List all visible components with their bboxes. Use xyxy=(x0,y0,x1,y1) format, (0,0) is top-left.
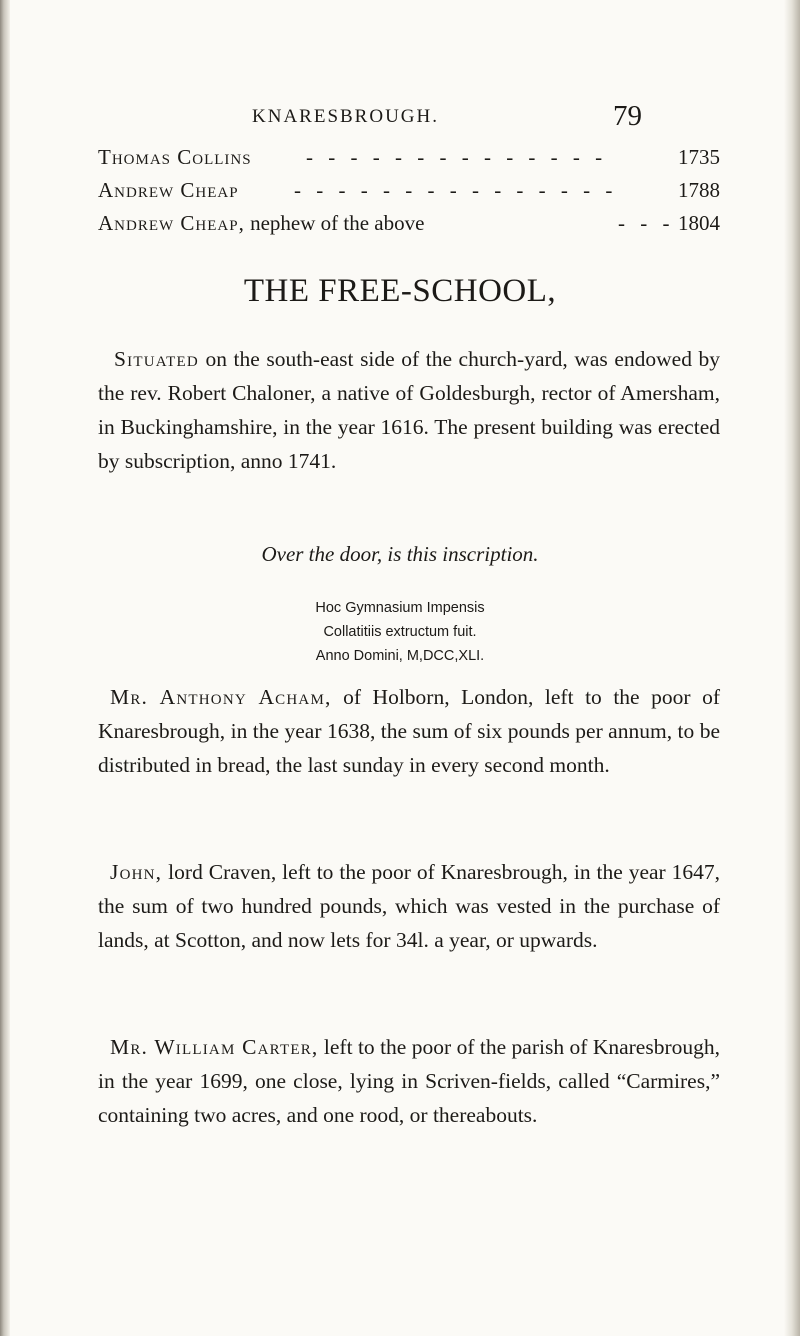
inscription-line: Anno Domini, M,DCC,XLI. xyxy=(315,648,485,664)
section-heading: THE FREE-SCHOOL, xyxy=(243,273,557,309)
roll-year: 1788 xyxy=(678,178,720,202)
paragraph-lead: Mr. William Carter, xyxy=(110,1035,319,1059)
page-gutter-shadow xyxy=(0,0,10,1336)
inscription-line: Collatitiis extructum fuit. xyxy=(323,624,477,640)
roll-entry xyxy=(98,145,720,170)
roll-entry xyxy=(98,211,720,236)
roll-year: 1804 xyxy=(678,211,720,235)
free-school-paragraph xyxy=(98,342,720,478)
roll-note: nephew of the above xyxy=(244,211,425,235)
leader-dashes: - - - - - - - - - - - - - - xyxy=(306,145,608,169)
roll-name: Andrew Cheap xyxy=(98,178,239,202)
roll-year: 1735 xyxy=(678,145,720,169)
inscription-line: Hoc Gymnasium Impensis xyxy=(315,600,485,616)
bequest-paragraph xyxy=(98,1030,720,1132)
page-number: 79 xyxy=(613,100,642,132)
running-head xyxy=(252,100,642,132)
roll-name: Andrew Cheap, xyxy=(98,211,245,235)
leader-dashes: - - - - - - - - - - - - - - - xyxy=(294,178,618,202)
bequest-paragraph xyxy=(98,855,720,957)
paragraph-text: lord Craven, left to the poor of Knaresbrough, in the year 1647, the sum of two hundred pounds, which was vested in the purchase of lands, at Scotton, and now lets for 34l. a year, or upwards. xyxy=(98,860,720,952)
inscription-intro: Over the door, is this inscription. xyxy=(261,542,539,566)
paragraph-text: of Holborn, London, left to the poor of Knaresbrough, in the year 1638, the sum of six pounds per annum, to be distributed in bread, the last sunday in every second month. xyxy=(98,685,720,777)
roll-entry xyxy=(98,178,720,203)
running-head-title: KNARESBROUGH. xyxy=(252,106,439,127)
paragraph-lead: Situated xyxy=(114,347,199,371)
paragraph-text: left to the poor of the parish of Knaresbrough, in the year 1699, one close, lying in Scriven-fields, called “Carmires,” containing two acres, and one rood, or thereabouts. xyxy=(98,1035,720,1127)
paragraph-lead: John, xyxy=(110,860,163,884)
leader-dashes: - - - xyxy=(618,211,675,235)
paragraph-text: on the south-east side of the church-yard, was endowed by the rev. Robert Chaloner, a native of Goldesburgh, rector of Amersham, in Buckinghamshire, in the year 1616. The present building was erected by subscription, anno 1741. xyxy=(98,347,720,473)
paragraph-lead: Mr. Anthony Acham, xyxy=(110,685,332,709)
bequest-paragraph xyxy=(98,680,720,782)
roll-name: Thomas Collins xyxy=(98,145,252,169)
page-edge-shadow xyxy=(784,0,800,1336)
